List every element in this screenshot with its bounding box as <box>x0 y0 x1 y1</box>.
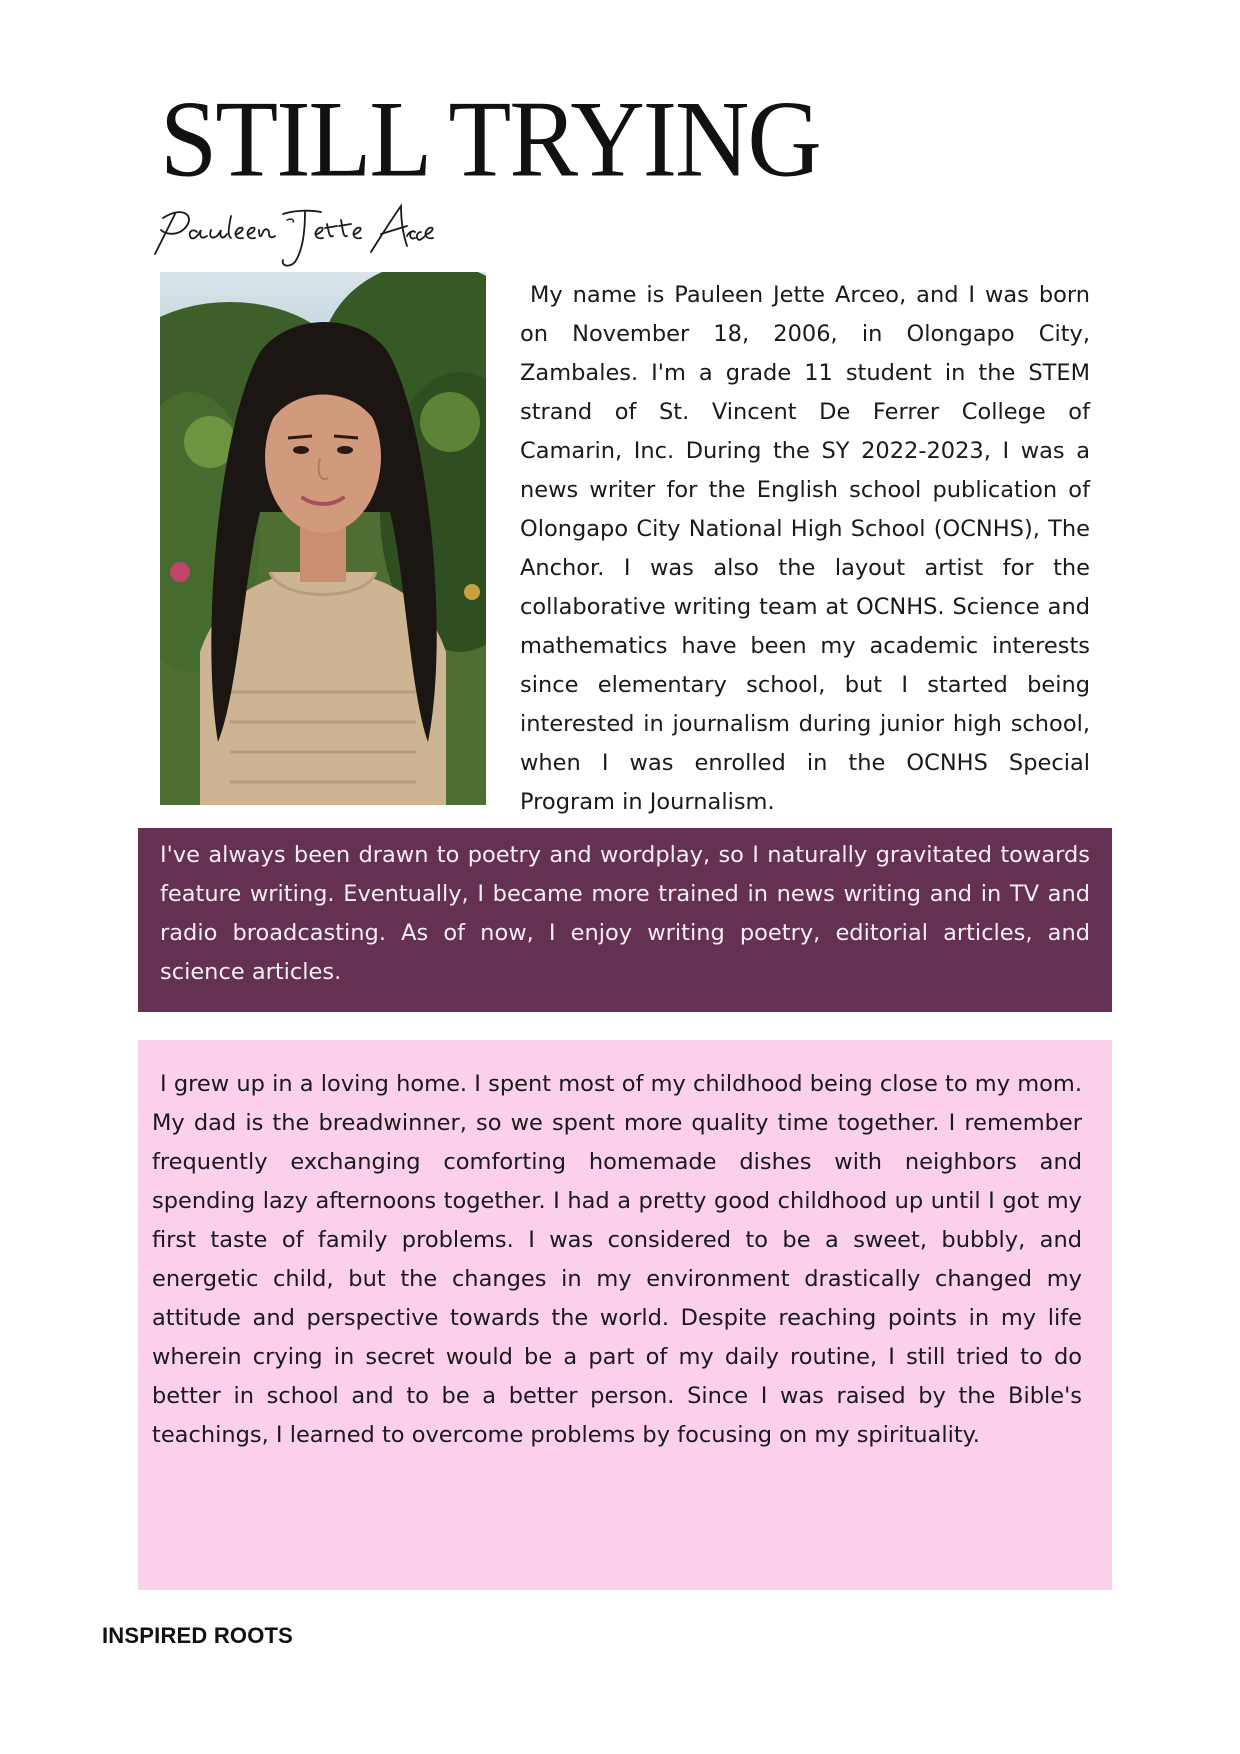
childhood-paragraph: I grew up in a loving home. I spent most of my childhood being close to my mom. My dad is the breadwinner, so we spent more quality time together. I remember frequently exchanging comforting homemade dishes with neighbors and spending lazy afternoons together. I had a pretty good childhood up until I got my first taste of family problems. I was considered to be a sweet, bubbly, and energetic child, but the changes in my environment drastically changed my attitude and perspective towards the world. Despite reaching points in my life wherein crying in secret would be a part of my daily routine, I still tried to do better in school and to be a better person. Since I was raised by the Bible's teachings, I learned to overcome problems by focusing on my spirituality. <box>152 1071 1082 1448</box>
author-portrait <box>160 272 486 805</box>
footer-label: INSPIRED ROOTS <box>102 1623 294 1648</box>
portrait-illustration <box>160 272 486 805</box>
highlight-box <box>138 828 1112 1012</box>
highlight-paragraph: I've always been drawn to poetry and wordplay, so I naturally gravitated towards feature writing. Eventually, I became more trained in news writing and in TV and radio broadcasting. As of now, I enjoy writing poetry, editorial articles, and science articles. <box>160 842 1090 985</box>
article-title: STILL TRYING <box>160 78 820 200</box>
author-signature <box>145 196 435 276</box>
childhood-box <box>138 1040 1112 1590</box>
intro-paragraph: My name is Pauleen Jette Arceo, and I was born on November 18, 2006, in Olongapo City, Zambales. I'm a grade 11 student in the STEM strand of St. Vincent De Ferrer College of Camarin, Inc. During the SY 2022-2023, I was a news writer for the English school publication of Olongapo City National High School (OCNHS), The Anchor. I was also the layout artist for the collaborative writing team at OCNHS. Science and mathematics have been my academic interests since elementary school, but I started being interested in journalism during junior high school, when I was enrolled in the OCNHS Special Program in Journalism. <box>520 282 1090 815</box>
